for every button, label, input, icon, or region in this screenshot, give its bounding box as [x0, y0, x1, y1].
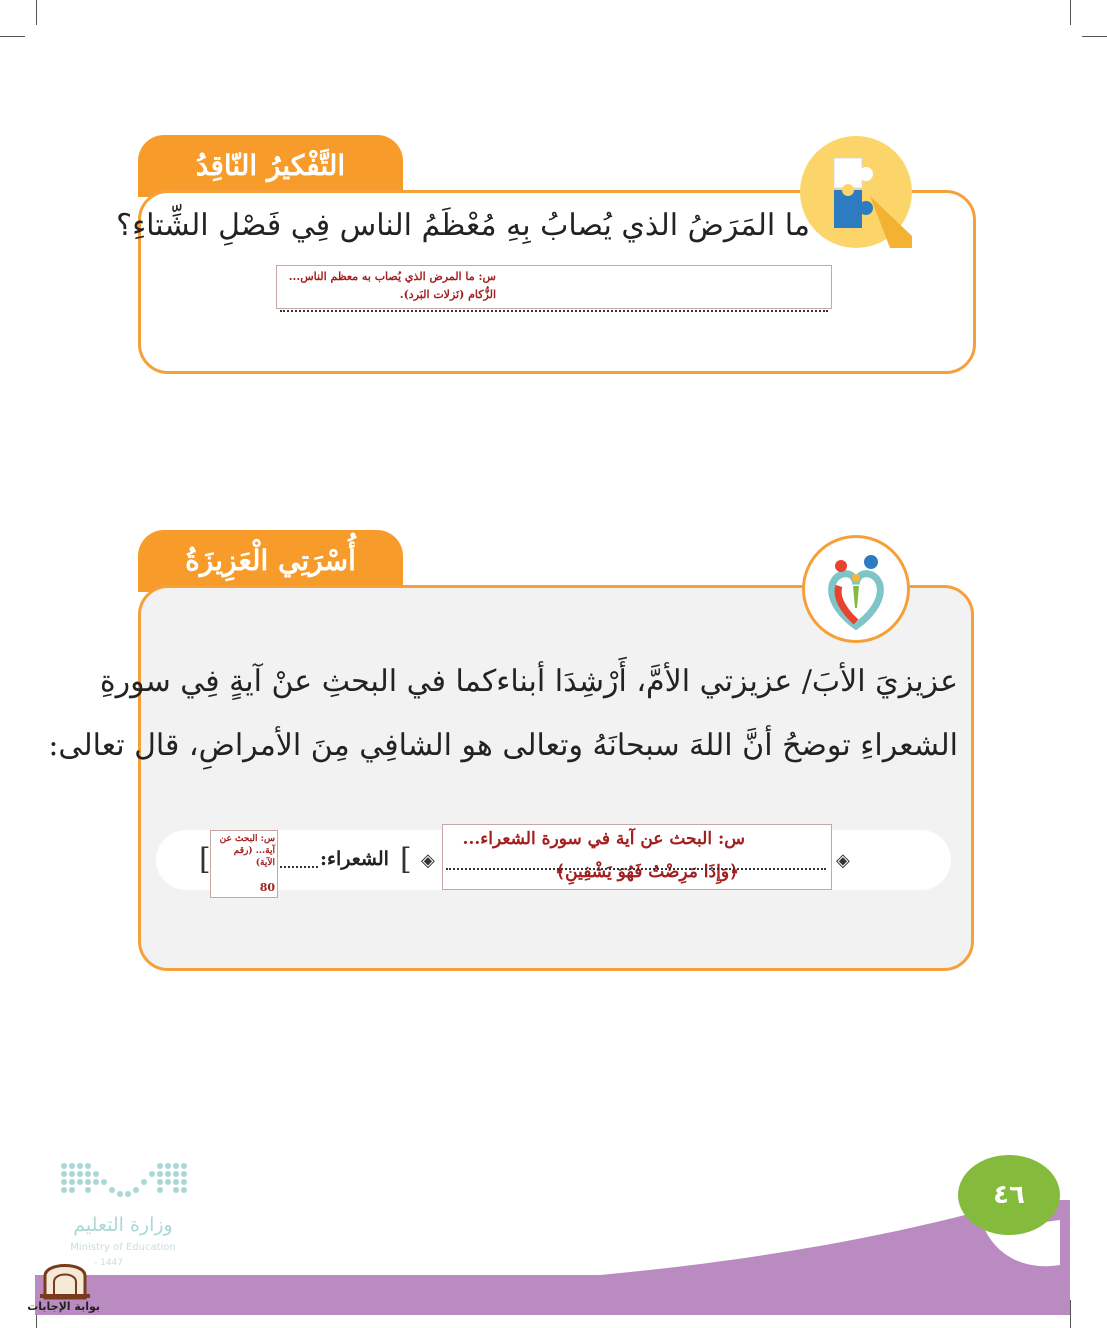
family-heart-icon: [805, 538, 907, 640]
crop-mark: [1070, 0, 1071, 25]
watermark-text: بوابة الإجابات: [27, 1300, 100, 1313]
surah-label: الشعراء:: [320, 848, 389, 870]
crop-mark: [36, 0, 37, 25]
answer-1-text: الزُّكام (نَزلات البَرد).: [399, 288, 496, 301]
ministry-dots-icon: [58, 1160, 190, 1204]
family-tab: [138, 530, 403, 592]
answer-box-1: [276, 265, 832, 309]
critical-thinking-title: التَّفْكيرُ النّاقِدُ: [195, 149, 346, 182]
crop-mark: [1082, 36, 1107, 37]
ministry-name-en: Ministry of Education: [70, 1242, 176, 1253]
answer-line-1: [280, 310, 828, 312]
side-note-answer: 80: [259, 881, 275, 894]
ministry-name-ar: وزارة التعليم: [73, 1214, 173, 1236]
ayah-number-line: [276, 866, 318, 868]
bracket-close: [: [199, 842, 211, 877]
page-number: ٤٦: [958, 1155, 1060, 1235]
ministry-year: - 1447: [94, 1258, 124, 1268]
puzzle-icon: [800, 136, 912, 248]
family-badge: [802, 535, 910, 643]
family-title: أُسْرَتِي الْعَزِيزَةُ: [185, 544, 356, 577]
answer-1-question: س: ما المرض الذي يُصاب به معظم الناس...: [288, 270, 496, 283]
bracket-open: [: [400, 842, 412, 877]
side-note-box: [210, 830, 278, 898]
answer-2-verse: ﴿وَإِذَا مَرِضْتُ فَهُوَ يَشْفِينِ﴾: [555, 862, 739, 882]
bottom-band: [35, 1275, 1070, 1315]
answer-2-question: س: البحث عن آية في سورة الشعراء...: [462, 829, 745, 849]
family-paragraph-line2: الشعراءِ توضحُ أنَّ اللهَ سبحانَهُ وتعالى هو الشافِي مِنَ الأمراضِ، قال تعالى:: [48, 728, 958, 763]
ornament-right: ◈: [836, 850, 850, 871]
crop-mark: [0, 36, 25, 37]
watermark-logo: [27, 1254, 100, 1316]
answer-box-2: [442, 824, 832, 890]
mosque-icon: [30, 1254, 100, 1300]
critical-thinking-question: ما المَرَضُ الذي يُصابُ بِهِ مُعْظَمُ الناس فِي فَصْلِ الشِّتاءِ؟: [116, 208, 810, 243]
side-note-question: س: البحث عن آية... (رقم الآية): [219, 834, 275, 868]
critical-thinking-tab: [138, 135, 403, 197]
puzzle-badge: [800, 136, 912, 248]
ornament-left: ◈: [421, 850, 435, 871]
family-paragraph-line1: عزيزيَ الأبَ/ عزيزتي الأمَّ، أَرْشِدَا أبناءكما في البحثِ عنْ آيةٍ فِي سورةِ: [99, 664, 958, 699]
verse-line: [446, 868, 826, 870]
